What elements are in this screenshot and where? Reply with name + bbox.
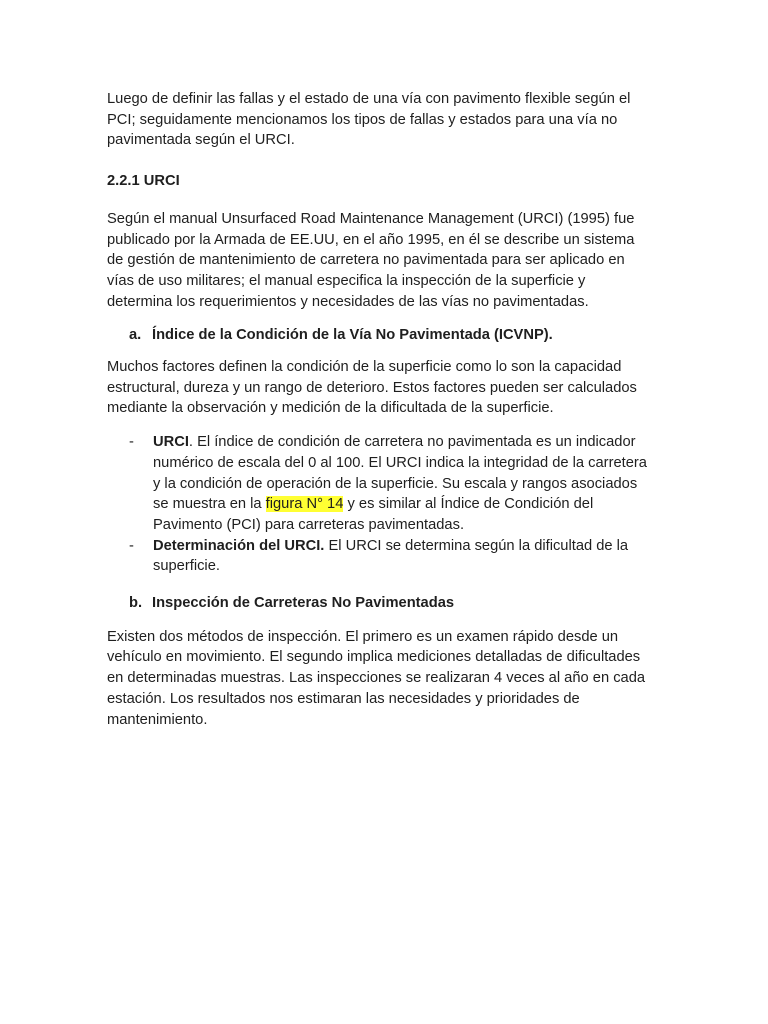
text-fragment: se muestra en la: [153, 496, 266, 513]
subheading-b: [129, 593, 667, 614]
text-line: pavimentada según el URCI.: [107, 132, 295, 149]
subheading-a: [129, 325, 667, 346]
text-line: Existen dos métodos de inspección. El primero es un examen rápido desde un: [107, 628, 619, 645]
list-marker: b.: [129, 595, 143, 612]
text-line: numérico de escala del 0 al 100. El URCI indica la integridad de la carretera: [153, 454, 647, 471]
text-line: publicado por la Armada de EE.UU, en el año 1995, en él se describe un sistema: [107, 231, 635, 248]
text-line: Muchos factores definen la condición de la superficie como lo son la capacidad: [107, 359, 622, 376]
text-line: Pavimento (PCI) para carreteras pavimentadas.: [153, 516, 465, 533]
text-fragment: El URCI se determina según la dificultad de la: [324, 537, 629, 554]
text-line: [153, 432, 667, 453]
text-line: mantenimiento.: [107, 711, 208, 728]
section-heading: 2.2.1 URCI: [107, 173, 180, 190]
document-page: [107, 89, 667, 730]
subheading-title: Inspección de Carreteras No Pavimentadas: [152, 595, 455, 612]
text-line: Luego de definir las fallas y el estado de una vía con pavimento flexible según el: [107, 91, 631, 107]
text-fragment: y es similar al Índice de Condición del: [343, 496, 594, 513]
text-line: determina los requerimientos y necesidades de las vías no pavimentadas.: [107, 293, 589, 310]
inspeccion-paragraph: [107, 627, 667, 731]
text-line: y la condición de operación de la superficie. Su escala y rangos asociados: [153, 475, 638, 492]
text-line: vías de uso militares; el manual especifica la inspección de la superficie y: [107, 272, 586, 289]
text-line: [153, 536, 667, 557]
bullet-dash: -: [129, 537, 134, 554]
list-marker: a.: [129, 327, 142, 344]
manual-paragraph: [107, 209, 667, 313]
factores-paragraph: [107, 357, 667, 419]
text-line: mediante la observación y medición de la dificultada de la superficie.: [107, 400, 554, 417]
text-line: en determinadas muestras. Las inspecciones se realizaran 4 veces al año en cada: [107, 670, 646, 687]
list-item: [129, 536, 667, 577]
text-line: estación. Los resultados nos estimaran las necesidades y prioridades de: [107, 690, 580, 707]
bullet-term: Determinación del URCI.: [153, 537, 325, 554]
bullet-dash: -: [129, 434, 134, 451]
subheading-title: Índice de la Condición de la Vía No Pavimentada (ICVNP).: [152, 327, 553, 344]
text-line: PCI; seguidamente mencionamos los tipos de fallas y estados para una vía no: [107, 111, 618, 128]
text-line: de gestión de mantenimiento de carretera no pavimentada para ser aplicado en: [107, 252, 625, 269]
intro-paragraph: [107, 89, 667, 151]
list-item: [129, 432, 667, 536]
highlighted-figure-reference: figura N° 14: [265, 496, 344, 513]
text-fragment: . El índice de condición de carretera no pavimentada es un indicador: [188, 434, 636, 451]
text-line: Según el manual Unsurfaced Road Maintenance Management (URCI) (1995) fue: [107, 210, 635, 227]
text-line: [153, 494, 667, 515]
text-line: estructural, dureza y un rango de deterioro. Estos factores pueden ser calculados: [107, 379, 637, 396]
bullet-list: [107, 432, 667, 577]
text-line: superficie.: [153, 558, 220, 575]
bullet-term: URCI: [153, 434, 189, 451]
text-line: vehículo en movimiento. El segundo implica mediciones detalladas de dificultades: [107, 649, 641, 666]
